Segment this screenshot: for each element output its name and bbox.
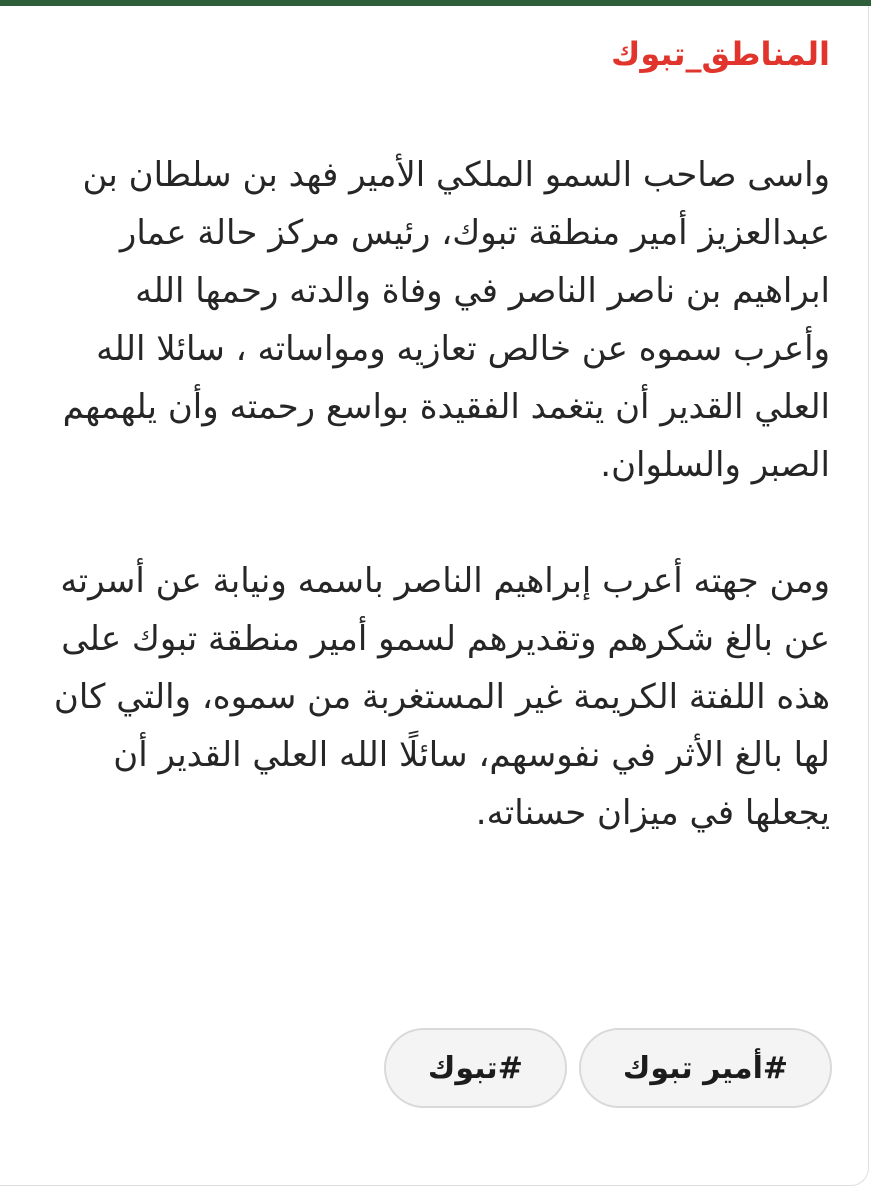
category-link[interactable]: المناطق_تبوك <box>611 35 830 73</box>
article-body <box>30 146 830 900</box>
article-card <box>0 6 869 1186</box>
tag-list <box>384 1028 832 1108</box>
article-paragraph: واسى صاحب السمو الملكي الأمير فهد بن سلطان بن عبدالعزيز أمير منطقة تبوك، رئيس مركز حالة عمار ابراهيم بن ناصر الناصر في وفاة والدته رحمها الله وأعرب سموه عن خالص تعازيه ومواساته ، سائلا الله العلي القدير أن يتغمد الفقيدة بواسع رحمته وأن يلهمهم الصبر والسلوان. <box>62 155 830 485</box>
tag-chip-amir-tabuk[interactable]: #أمير تبوك <box>579 1028 832 1108</box>
article-paragraph: ومن جهته أعرب إبراهيم الناصر باسمه ونيابة عن أسرته عن بالغ شكرهم وتقديرهم لسمو أمير منطقة تبوك على هذه اللفتة الكريمة غير المستغربة من سموه، والتي كان لها بالغ الأثر في نفوسهم، سائلًا الله العلي القدير أن يجعلها في ميزان حسناته. <box>53 561 830 833</box>
tag-chip-tabuk[interactable]: #تبوك <box>384 1028 567 1108</box>
